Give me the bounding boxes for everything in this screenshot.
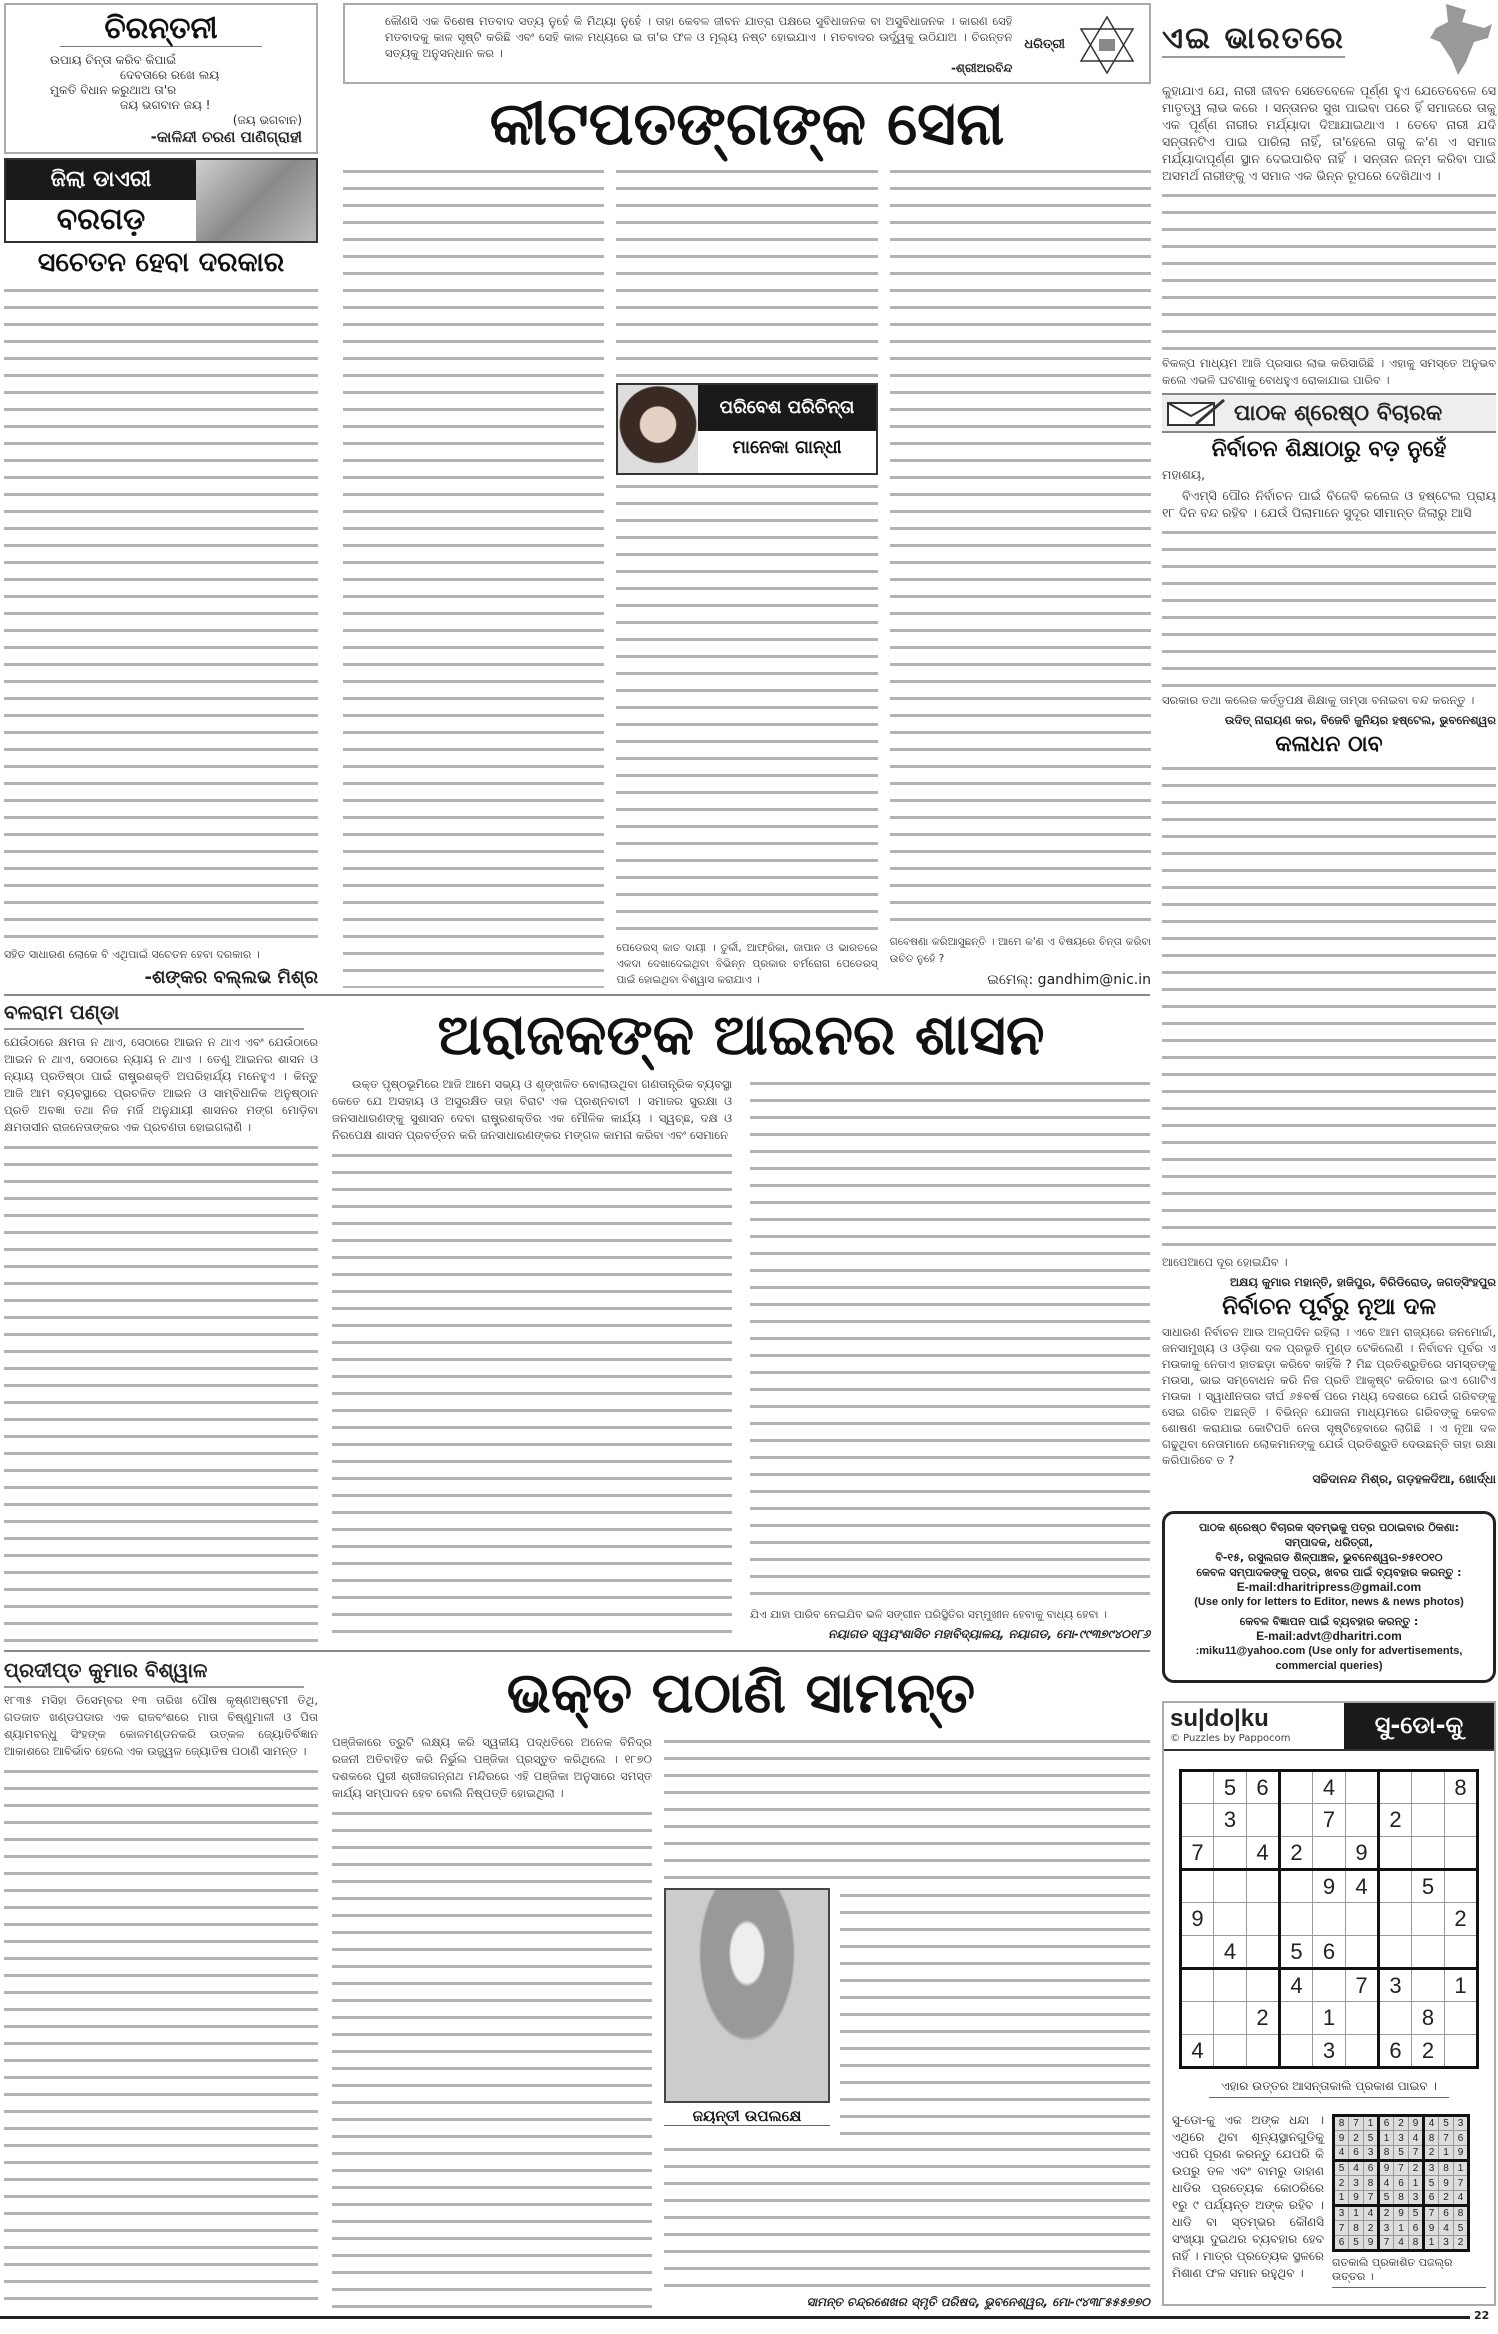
letter-1-salutation: ମହାଶୟ, xyxy=(1162,467,1206,482)
article2-closing: ଯିଏ ଯାହା ପାରିବ ନେଇଯିବ ଭଳି ସଙ୍ଗୀନ ପରିସ୍ଥିତିର ସମ୍ମୁଖୀନ ହେବାକୁ ବାଧ୍ୟ ହେବା । xyxy=(750,1608,1107,1621)
sudoku-cell[interactable] xyxy=(1379,2002,1412,2035)
solution-cell: 7 xyxy=(1439,2131,1454,2146)
lead-closing: ଗବେଷଣା କରିଆସୁଛନ୍ତି । ଆମେ କ'ଣ ଏ ବିଷୟରେ ଚିନ୍ତା କରିବା ଉଚିତ ନୁହେଁ ? xyxy=(889,936,1151,965)
solution-cell: 7 xyxy=(1349,2116,1364,2131)
quote-text: କୌଣସି ଏକ ବିଶେଷ ମତବାଦ ସତ୍ୟ ନୁହେଁ କି ମିଥ୍ୟା ନୁହେଁ । ତାହା କେବଳ ଜୀବନ ଯାତ୍ରା ପକ୍ଷରେ ସୁବିଧାଜନକ ବା ଅସୁବିଧାଜନକ । କାରଣ ସେହି ମତବାଦକୁ କାଳ ସୃଷ୍ଟି କରିଛି ଏବଂ ସେହି କାଳ ମଧ୍ୟରେ ଇ ତା'ର ଫଳ ଓ ମୂଲ୍ୟ ନଷ୍ଟ ହୋଇଯାଏ । ମତବାଦର ଊର୍ଦ୍ଧ୍ୱକୁ ଉଠିଯାଅ । ଚିରନ୍ତନ ସତ୍ୟକୁ ଅନୁସନ୍ଧାନ କର । xyxy=(385,14,1013,60)
sudoku-cell[interactable] xyxy=(1346,2035,1379,2068)
sudoku-cell[interactable]: 1 xyxy=(1445,1969,1478,2002)
district-article-closing: ସହିତ ସାଧାରଣ ଲୋକେ ବି ଏଥିପାଇଁ ସଚେତନ ହେବା ଦରକାର । xyxy=(4,948,260,961)
article3-section xyxy=(4,1658,1150,2310)
article3-author: ପ୍ରଦୀପ୍ତ କୁମାର ବିଶ୍ୱାଳ xyxy=(4,1658,304,1688)
letter-1-closing: ସରକାର ତଥା କଲେଜ କର୍ତ୍ତୃପକ୍ଷ ଶିକ୍ଷାକୁ ତାମ୍‌ସା ବନାଇବା ବନ୍ଦ କରନ୍ତୁ । xyxy=(1162,693,1475,707)
editor-email-link[interactable]: E-mail:dharitripress@gmail.com xyxy=(1236,1580,1422,1594)
sudoku-cell[interactable] xyxy=(1445,1804,1478,1837)
sudoku-cell[interactable] xyxy=(1280,2035,1313,2068)
article3-col-1 xyxy=(4,1764,318,2310)
solution-cell: 1 xyxy=(1349,2206,1364,2221)
solution-cell: 5 xyxy=(1439,2116,1454,2131)
solution-cell: 7 xyxy=(1454,2176,1469,2191)
sudoku-cell[interactable] xyxy=(1445,2002,1478,2035)
sudoku-cell[interactable] xyxy=(1247,1804,1280,1837)
sudoku-cell[interactable] xyxy=(1214,1969,1247,2002)
solution-cell: 1 xyxy=(1439,2146,1454,2161)
sudoku-cell[interactable]: 2 xyxy=(1412,2035,1445,2068)
adv-email-2[interactable]: :miku11@yahoo.com (Use only for advertisements, commercial queries) xyxy=(1195,1645,1463,1672)
chirantani-source: (ଜୟ ଭଗବାନ) xyxy=(232,113,302,127)
india-masthead xyxy=(1162,0,1496,78)
solution-cell: 6 xyxy=(1349,2146,1364,2161)
sudoku-cell[interactable]: 4 xyxy=(1214,1936,1247,1969)
sudoku-cell[interactable]: 8 xyxy=(1412,2002,1445,2035)
solution-cell: 2 xyxy=(1334,2176,1349,2191)
sudoku-cell[interactable]: 4 xyxy=(1346,1870,1379,1903)
sudoku-cell[interactable]: 9 xyxy=(1313,1870,1346,1903)
letters-section-title: ପାଠକ ଶ୍ରେଷ୍ଠ ବିଚାରକ xyxy=(1234,400,1443,426)
sudoku-cell[interactable] xyxy=(1412,1969,1445,2002)
sudoku-cell[interactable] xyxy=(1445,1870,1478,1903)
sudoku-answer-note: ଏହାର ଉତ୍ତର ଆସନ୍ତାକାଲି ପ୍ରକାଶ ପାଇବ । xyxy=(1209,2079,1449,2098)
solution-cell: 7 xyxy=(1394,2161,1409,2176)
solution-cell: 7 xyxy=(1409,2146,1424,2161)
contact-line-1: ପାଠକ ଶ୍ରେଷ୍ଠ ବିଚାରକ ସ୍ତମ୍ଭକୁ ପତ୍ର ପଠାଇବାର ଠିକଣା: xyxy=(1198,1521,1460,1534)
solution-cell: 1 xyxy=(1364,2116,1379,2131)
quote-author: -ଶ୍ରୀଅରବିନ୍ଦ xyxy=(950,61,1013,75)
solution-cell: 2 xyxy=(1454,2236,1469,2251)
solution-cell: 4 xyxy=(1424,2116,1439,2131)
solution-cell: 3 xyxy=(1454,2116,1469,2131)
solution-cell: 2 xyxy=(1379,2206,1394,2221)
sudoku-grid[interactable] xyxy=(1179,1769,1479,2069)
sudoku-cell[interactable] xyxy=(1280,1804,1313,1837)
article3-col-3a xyxy=(664,1734,1150,1884)
solution-cell: 4 xyxy=(1439,2221,1454,2236)
sudoku-cell[interactable]: 4 xyxy=(1280,1969,1313,2002)
sudoku-cell[interactable] xyxy=(1346,2002,1379,2035)
solution-cell: 7 xyxy=(1364,2191,1379,2206)
solution-cell: 8 xyxy=(1454,2206,1469,2221)
sudoku-brand: su|do|ku xyxy=(1170,1705,1269,1732)
sudoku-instructions: ସୁ-ଡୋ-କୁ ଏକ ଅଙ୍କ ଧନ୍ଦା । ଏଥିରେ ଥିବା ଶୂନ୍ୟସ୍ଥାନଗୁଡିକୁ ଏପରି ପୂରଣ କରନ୍ତୁ ଯେପରି କି ଉପରୁ ତଳ ଏବଂ ବାମରୁ ଡାହାଣ ଧାଡିର ପ୍ରତ୍ୟେକ କୋଠରିରେ ୧ରୁ ୯ ପର୍ଯ୍ୟନ୍ତ ଅଙ୍କ ରହିବ । ଧାଡି ବା ସ୍ତମ୍ଭର କୌଣସି ସଂଖ୍ୟା ଦୁଇଥର ବ୍ୟବହାର ହେବ ନାହିଁ । ମାତ୍ର ପ୍ରତ୍ୟେକ ସ୍ଥଳରେ ମିଶାଣ ଫଳ ସମାନ ରହୁଥିବ । xyxy=(1172,2113,1324,2280)
sudoku-cell[interactable]: 9 xyxy=(1181,1903,1214,1936)
sudoku-cell[interactable]: 7 xyxy=(1313,1804,1346,1837)
sudoku-cell[interactable] xyxy=(1379,1870,1412,1903)
solution-cell: 6 xyxy=(1394,2176,1409,2191)
solution-cell: 4 xyxy=(1349,2161,1364,2176)
sudoku-cell[interactable]: 4 xyxy=(1247,1837,1280,1870)
lead-col-2 xyxy=(616,164,877,379)
solution-cell: 5 xyxy=(1394,2146,1409,2161)
article3-col-2 xyxy=(332,1806,652,2310)
sudoku-cell[interactable] xyxy=(1412,1936,1445,1969)
solution-cell: 2 xyxy=(1409,2161,1424,2176)
solution-cell: 1 xyxy=(1379,2131,1394,2146)
solution-cell: 8 xyxy=(1379,2146,1394,2161)
solution-cell: 5 xyxy=(1424,2176,1439,2191)
section-divider-2 xyxy=(4,1650,1150,1652)
solution-cell: 3 xyxy=(1424,2161,1439,2176)
sudoku-cell[interactable] xyxy=(1247,1903,1280,1936)
solution-cell: 9 xyxy=(1409,2116,1424,2131)
solution-cell: 4 xyxy=(1409,2131,1424,2146)
chirantani-box xyxy=(4,3,318,154)
columnist-photo xyxy=(618,385,698,473)
solution-cell: 8 xyxy=(1349,2221,1364,2236)
pathani-samanta-portrait xyxy=(664,1888,830,2103)
letter-2-author: ଅକ୍ଷୟ କୁମାର ମହାନ୍ତି, ହାଜିପୁର, ବିରିଡିରୋଡ୍, ଜଗତ୍‌ସିଂହପୁର xyxy=(1229,1275,1496,1289)
sudoku-cell[interactable] xyxy=(1445,1837,1478,1870)
letter-3-headline: ନିର୍ବାଚନ ପୂର୍ବରୁ ନୂଆ ଦଳ xyxy=(1222,1294,1436,1320)
letter-3-body: ସାଧାରଣ ନିର୍ବାଚନ ଆଉ ଅଳ୍ପଦିନ ରହିଲା । ଏବେ ଆମ ରାଜ୍ୟରେ ଜନମୋର୍ଚ୍ଚା, ଜନସାମୁଖ୍ୟ ଓ ଓଡ଼ିଶା ଦଳ ପ୍ରଭୃତି ମୁଣ୍ଡ ଟେକିଲେଣି । ନିର୍ବାଚନ ପୂର୍ବର ଏ ମଉକାକୁ ନେତାଏ ହାତଛଡ଼ା କରିବେ କାହିଁକି ? ମିଛ ପ୍ରତିଶ୍ରୁତିରେ ସମସ୍ତଙ୍କୁ ମଉସା, ଭାଇ ସମ୍ବୋଧନ କରି ନିଜ ପ୍ରତି ଆକୃଷ୍ଟ କରିବାର ଇଏ ଗୋଟିଏ ମଉକା । ସ୍ୱାଧୀନତାର ଦୀର୍ଘ ୬୫ବର୍ଷ ପରେ ମଧ୍ୟ ଦେଶରେ ଯେଉଁ ଗରିବଙ୍କୁ ସେଇ ଗରିବ ଅଛନ୍ତି । ବିଭିନ୍ନ ଯୋଜନା ମାଧ୍ୟମରେ ଗରିବଙ୍କୁ କେବଳ ଶୋଷଣ କରାଯାଇ କୋଟିପତି ନେତା ସୃଷ୍ଟିହେବାରେ ଲାଗିଛି । ଏ ନୂଆ ଦଳ ଗଢୁଥିବା ନେତାମାନେ ଲୋକମାନଙ୍କୁ ଯେଉଁ ପ୍ରତିଶ୍ରୁତି ଦେଉଛନ୍ତି ତାହା ରକ୍ଷା କରିପାରିବେ ତ ? xyxy=(1162,1325,1496,1467)
solution-cell: 3 xyxy=(1379,2221,1394,2236)
sudoku-cell[interactable] xyxy=(1181,1771,1214,1804)
solution-cell: 1 xyxy=(1394,2221,1409,2236)
sudoku-cell[interactable] xyxy=(1214,2002,1247,2035)
sudoku-cell[interactable]: 3 xyxy=(1214,1804,1247,1837)
sudoku-cell[interactable] xyxy=(1313,1969,1346,2002)
letter-3-author: ସଚ୍ଚିଦାନନ୍ଦ ମିଶ୍ର, ଗଡ଼ହଳଦିଆ, ଖୋର୍ଦ୍ଧା xyxy=(1312,1472,1496,1486)
sudoku-cell[interactable]: 1 xyxy=(1313,2002,1346,2035)
sudoku-cell[interactable]: 9 xyxy=(1346,1837,1379,1870)
sudoku-cell[interactable] xyxy=(1346,1771,1379,1804)
lead-email: ଇମେଲ୍: gandhim@nic.in xyxy=(987,972,1151,988)
sudoku-cell[interactable] xyxy=(1346,1804,1379,1837)
letter-1-body: ବିଏମ୍‌ସି ପୌର ନିର୍ବାଚନ ପାଇଁ ବିଜେବି କଲେଜ ଓ ହଷ୍ଟେଲ ପ୍ରାୟ ୧୮ ଦିନ ବନ୍ଦ ରହିବ । ଯେଉଁ ପିଲାମାନେ ସୁଦୂର ସୀମାନ୍ତ ଜିଲାରୁ ଆସି xyxy=(1162,488,1496,520)
solution-cell: 9 xyxy=(1379,2161,1394,2176)
letters-section-header xyxy=(1162,393,1496,433)
chirantani-verse-3: ମୁକତି ବିଧାନ କରୁଥାଅ ତା'ର xyxy=(50,83,177,97)
adv-email-link[interactable]: E-mail:advt@dharitri.com xyxy=(1256,1629,1402,1643)
sudoku-cell[interactable] xyxy=(1379,1936,1412,1969)
solution-cell: 4 xyxy=(1394,2236,1409,2251)
district-article-author: -ଶଙ୍କର ବଲ୍ଲଭ ମିଶ୍ର xyxy=(144,967,318,988)
letter-2-body xyxy=(1162,761,1496,1250)
sudoku-cell[interactable]: 2 xyxy=(1280,1837,1313,1870)
solution-cell: 4 xyxy=(1379,2176,1394,2191)
portrait-caption: ଜୟନ୍ତୀ ଉପଲକ୍ଷେ xyxy=(664,2107,830,2126)
district-name: ବରଗଡ଼ xyxy=(56,202,146,237)
sudoku-cell[interactable] xyxy=(1214,2035,1247,2068)
sudoku-cell[interactable] xyxy=(1247,1870,1280,1903)
solution-cell: 1 xyxy=(1409,2176,1424,2191)
solution-cell: 2 xyxy=(1364,2221,1379,2236)
right-column xyxy=(1162,0,1496,2306)
solution-cell: 7 xyxy=(1334,2221,1349,2236)
solution-cell: 2 xyxy=(1439,2191,1454,2206)
solution-cell: 1 xyxy=(1334,2191,1349,2206)
chirantani-verse-4: ଜୟ ଭଗବାନ ଜୟ ! xyxy=(120,98,211,112)
sudoku-cell[interactable] xyxy=(1280,1771,1313,1804)
sudoku-cell[interactable] xyxy=(1280,2002,1313,2035)
article3-col-3c xyxy=(664,2142,1150,2292)
article2-section xyxy=(4,1000,1150,1642)
solution-cell: 1 xyxy=(1424,2236,1439,2251)
sudoku-cell[interactable]: 2 xyxy=(1247,2002,1280,2035)
solution-cell: 6 xyxy=(1454,2131,1469,2146)
solution-cell: 8 xyxy=(1424,2131,1439,2146)
solution-cell: 9 xyxy=(1454,2146,1469,2161)
sudoku-cell[interactable]: 2 xyxy=(1379,1804,1412,1837)
india-article-lead: କୁହାଯାଏ ଯେ, ନାରୀ ଜୀବନ ସେତେବେଳେ ପୂର୍ଣ୍ଣ ହୁଏ ଯେତେବେଳେ ସେ ମାତୃତ୍ୱ ଲାଭ କରେ । ସନ୍ତାନର ସୁଖ ପାଇବା ପରେ ହିଁ ସମାଜରେ ତାକୁ ଏକ ପୂର୍ଣ୍ଣ ନାରୀର ମର୍ଯ୍ୟାଦା ଦିଆଯାଇଥାଏ । ତେବେ ନାରୀ ଯଦି ସନ୍ତାନଟିଏ ପାଇ ପାରିଲା ନାହିଁ, ତା'ହେଲେ ତାକୁ କ'ଣ ଏ ସମାଜ ମର୍ଯ୍ୟାଦାପୂର୍ଣ୍ଣ ସ୍ଥାନ ଦେଇପାରିବ ନାହିଁ । ସନ୍ତାନ ଜନ୍ମ କରିବା ପାଇଁ ଅସମର୍ଥ ନାରୀଙ୍କୁ ଏ ସମାଜ ଏକ ଭିନ୍ନ ରୂପରେ ଦେଖିଥାଏ । xyxy=(1162,83,1496,183)
district-photo xyxy=(196,160,316,241)
lead-col-1 xyxy=(343,164,604,988)
sudoku-cell[interactable]: 7 xyxy=(1346,1969,1379,2002)
article2-body2: ଉକ୍ତ ପୃଷ୍ଠଭୂମିରେ ଆଜି ଆମେ ସଭ୍ୟ ଓ ଶୃଙ୍ଖଳିତ ବୋଲାଉଥିବା ଗଣତାନ୍ତ୍ରିକ ବ୍ୟବସ୍ଥା କେତେ ଯେ ଅସହାୟ ଓ ଅସୁରକ୍ଷିତ ତାହା ବିରାଟ ଏକ ପ୍ରଶ୍ନବାଚୀ । ସମାଜର ସୁରକ୍ଷା ଓ ଜନସାଧାରଣଙ୍କୁ ସୁଶାସନ ଦେବା ରାଷ୍ଟ୍ରଶକ୍ତିର ଏକ ମୌଳିକ କାର୍ଯ୍ୟ । ସ୍ୱଚ୍ଛ, ଦକ୍ଷ ଓ ନିରପେକ୍ଷ ଶାସନ ପ୍ରବର୍ତ୍ତନ କରି ଜନସାଧାରଣଙ୍କର ମଙ୍ଗଳ କାମନା କରିବା ଏବଂ ସେମାନେ xyxy=(332,1077,732,1142)
article3-body2: ପଞ୍ଜିକାରେ ତ୍ରୁଟି ଲକ୍ଷ୍ୟ କରି ସ୍ୱକୀୟ ପଦ୍ଧତିରେ ଅନେକ ବିନିଦ୍ର ରଜନୀ ଅତିବାହିତ କରି ନିର୍ଭୁଲ ପଞ୍ଜିକା ପ୍ରସ୍ତୁତ କରିଥିଲେ । ୧୮୭୦ ଦଶକରେ ପୁରୀ ଶ୍ରୀଜଗନ୍ନାଥ ମନ୍ଦିରରେ ଏହି ପଞ୍ଜିକା ଅନୁସାରେ ସମସ୍ତ କାର୍ଯ୍ୟ ସମ୍ପାଦନ ହେବ ବୋଲି ନିଷ୍ପତ୍ତି ହୋଇଥିଲା । xyxy=(332,1735,652,1800)
solution-cell: 4 xyxy=(1334,2146,1349,2161)
star-emblem-icon xyxy=(1077,15,1137,75)
article2-col-1 xyxy=(4,1140,318,1642)
sudoku-cell[interactable]: 3 xyxy=(1313,2035,1346,2068)
sudoku-cell[interactable] xyxy=(1214,1903,1247,1936)
article2-col-2 xyxy=(332,1148,732,1642)
solution-cell: 5 xyxy=(1409,2206,1424,2221)
sudoku-cell[interactable]: 4 xyxy=(1181,2035,1214,2068)
article2-headline: ଅରାଜକଙ୍କ ଆଇନର ଶାସନ xyxy=(437,1003,1045,1068)
sudoku-credit: © Puzzles by Pappocom xyxy=(1170,1733,1291,1744)
sudoku-cell[interactable]: 6 xyxy=(1247,1771,1280,1804)
solution-cell: 8 xyxy=(1439,2161,1454,2176)
sudoku-cell[interactable] xyxy=(1346,1903,1379,1936)
solution-cell: 4 xyxy=(1454,2191,1469,2206)
sudoku-cell[interactable] xyxy=(1280,1870,1313,1903)
solution-cell: 5 xyxy=(1349,2236,1364,2251)
sudoku-title: ସୁ-ଡୋ-କୁ xyxy=(1344,1703,1494,1749)
lead-col-3 xyxy=(890,164,1151,930)
article2-col-3 xyxy=(750,1076,1150,1602)
district-article-body xyxy=(4,283,318,942)
solution-cell: 7 xyxy=(1379,2236,1394,2251)
sudoku-cell[interactable] xyxy=(1379,1837,1412,1870)
india-masthead-title: ଏଇ ଭାରତରେ xyxy=(1162,20,1345,56)
solution-cell: 6 xyxy=(1424,2191,1439,2206)
envelope-pen-icon xyxy=(1166,398,1226,428)
solution-cell: 3 xyxy=(1364,2146,1379,2161)
solution-cell: 5 xyxy=(1454,2221,1469,2236)
sudoku-cell[interactable] xyxy=(1214,1870,1247,1903)
sudoku-cell[interactable]: 5 xyxy=(1412,1870,1445,1903)
contact-line-2: ସମ୍ପାଦକ, ଧରିତ୍ରୀ, xyxy=(1284,1536,1374,1549)
sudoku-cell[interactable] xyxy=(1181,1870,1214,1903)
letter-1-author: ଉଦିତ୍ ନାରାୟଣ କର, ବିଜେବି ଜୁନିୟର ହଷ୍ଟେଲ, ଭୁବନେଶ୍ୱର xyxy=(1224,713,1496,727)
sudoku-cell[interactable]: 8 xyxy=(1445,1771,1478,1804)
sudoku-cell[interactable] xyxy=(1280,1903,1313,1936)
contact-line-4: କେବଳ ସମ୍ପାଦକଙ୍କୁ ପତ୍ର, ଖବର ପାଇଁ ବ୍ୟବହାର କରନ୍ତୁ : xyxy=(1196,1566,1462,1579)
solution-cell: 1 xyxy=(1454,2161,1469,2176)
sudoku-cell[interactable] xyxy=(1181,1936,1214,1969)
solution-cell: 3 xyxy=(1439,2236,1454,2251)
solution-cell: 5 xyxy=(1334,2161,1349,2176)
solution-cell: 3 xyxy=(1349,2176,1364,2191)
solution-cell: 7 xyxy=(1424,2206,1439,2221)
district-headline: ସଚେତନ ହେବା ଦରକାର xyxy=(37,247,285,278)
sudoku-solution-caption: ଗତକାଲି ପ୍ରକାଶିତ ପଜଲ୍‌ର ଉତ୍ତର । xyxy=(1332,2256,1486,2288)
sudoku-cell[interactable] xyxy=(1313,1837,1346,1870)
columnist-box xyxy=(616,383,877,475)
solution-cell: 9 xyxy=(1394,2206,1409,2221)
solution-cell: 6 xyxy=(1334,2236,1349,2251)
letter-1-more xyxy=(1162,525,1496,688)
page-number: 22 xyxy=(1474,2309,1490,2322)
district-diary-label: ଜିଲା ଡାଏରୀ xyxy=(6,160,196,200)
solution-cell: 8 xyxy=(1334,2116,1349,2131)
article2-author: ବଳରାମ ପଣ୍ଡା xyxy=(4,1000,304,1030)
sudoku-cell[interactable]: 5 xyxy=(1214,1771,1247,1804)
letter-1-headline: ନିର୍ବାଚନ ଶିକ୍ଷାଠାରୁ ବଡ଼ ନୁହେଁ xyxy=(1211,437,1447,462)
sudoku-solution-grid xyxy=(1332,2114,1470,2252)
left-column xyxy=(4,3,318,988)
solution-cell: 2 xyxy=(1424,2146,1439,2161)
solution-cell: 9 xyxy=(1334,2131,1349,2146)
solution-cell: 6 xyxy=(1364,2161,1379,2176)
lead-section xyxy=(343,3,1151,988)
sudoku-cell[interactable]: 4 xyxy=(1313,1771,1346,1804)
solution-cell: 8 xyxy=(1364,2176,1379,2191)
sudoku-cell[interactable] xyxy=(1181,1969,1214,2002)
india-map-icon xyxy=(1426,2,1496,77)
section-divider xyxy=(4,994,1150,996)
lead-snippet: ପେଡେରସ୍ କାତ ଦାୟୀ । ତୁର୍କୀ, ଆଫ୍ରିକା, ଜାପାନ ଓ ଭାରତରେ ଏକଦା ଦେଖାଦେଇଥିବା ବିଭିନ୍ନ ପ୍ରକାର ଚର୍ମରୋଗ ପେଡେରସ୍ ପାଇଁ ହୋଇଥିବା ବିଶ୍ୱାସ କରାଯାଏ । xyxy=(616,942,878,986)
solution-cell: 5 xyxy=(1379,2191,1394,2206)
column-title: ପରିବେଶ ପରିଚିନ୍ତା xyxy=(698,385,875,431)
article3-affiliation: ସାମନ୍ତ ଚନ୍ଦ୍ରଶେଖର ସ୍ମୃତି ପରିଷଦ, ଭୁବନେଶ୍ୱର, ମୋ-୯୪୩୮୫୫୫୭୭୦ xyxy=(806,2295,1150,2309)
sudoku-solution-block xyxy=(1332,2114,1486,2288)
district-diary-banner xyxy=(4,158,318,243)
sudoku-cell[interactable] xyxy=(1181,2002,1214,2035)
contact-line-3: ବି-୧୫, ରସୁଲଗଡ ଶିଳ୍ପାଞ୍ଚଳ, ଭୁବନେଶ୍ୱର-୭୫୧୦୧୦ xyxy=(1215,1551,1443,1564)
sudoku-cell[interactable] xyxy=(1247,2035,1280,2068)
sudoku-cell[interactable]: 2 xyxy=(1445,1903,1478,1936)
sudoku-cell[interactable]: 7 xyxy=(1181,1837,1214,1870)
sudoku-cell[interactable] xyxy=(1412,1771,1445,1804)
sudoku-cell[interactable] xyxy=(1379,1771,1412,1804)
solution-cell: 4 xyxy=(1364,2206,1379,2221)
chirantani-author: -କାଳିନ୍ଦୀ ଚରଣ ପାଣିଗ୍ରାହୀ xyxy=(150,128,302,146)
article3-col-3b xyxy=(840,1888,1150,2138)
sudoku-cell[interactable] xyxy=(1412,1837,1445,1870)
page-footer-rule xyxy=(0,2316,1470,2319)
solution-cell: 2 xyxy=(1394,2116,1409,2131)
letter-2-closing: ଆପେଆପେ ଦୂର ହୋଇଯିବ । xyxy=(1162,1255,1288,1269)
lead-col-2b xyxy=(616,479,877,936)
contact-box xyxy=(1162,1511,1496,1683)
solution-cell: 6 xyxy=(1409,2221,1424,2236)
sudoku-cell[interactable] xyxy=(1412,1903,1445,1936)
article2-body: ଯେଉଁଠାରେ କ୍ଷମତା ନ ଥାଏ, ସେଠାରେ ଆଇନ ନ ଥାଏ ଏବଂ ଯେଉଁଠାରେ ଆଇନ ନ ଥାଏ, ସେଠାରେ ନ୍ୟାୟ ନ ଥାଏ । ତେଣୁ ଆଇନର ଶାସନ ଓ ନ୍ୟାୟ ପ୍ରତିଷ୍ଠା ପାଇଁ ରାଷ୍ଟ୍ରଶକ୍ତି ଅପରିହାର୍ଯ୍ୟ ମନେହୁଏ । କିନ୍ତୁ ଆଜି ଆମ ବ୍ୟବସ୍ଥାରେ ପ୍ରଚଳିତ ଆଇନ ଓ ସାମ୍ବିଧାନିକ ଅନୁଷ୍ଠାନ ପ୍ରତି ଅବଜ୍ଞା ତଥା ନିଜ ମର୍ଜି ଅନୁଯାୟୀ ଶାସନର ମଙ୍ଗ ମୋଡ଼ିବା କ୍ଷମତାସୀନ ରାଜନେତାଙ୍କର ଏକ ପ୍ରବଣତା ହୋଇଗଲାଣି । xyxy=(4,1035,318,1134)
sudoku-cell[interactable]: 6 xyxy=(1313,1936,1346,1969)
sudoku-cell[interactable]: 3 xyxy=(1379,1969,1412,2002)
solution-cell: 5 xyxy=(1364,2131,1379,2146)
solution-cell: 9 xyxy=(1349,2191,1364,2206)
sudoku-cell[interactable] xyxy=(1247,1969,1280,2002)
quote-box xyxy=(343,3,1151,84)
solution-cell: 6 xyxy=(1379,2116,1394,2131)
solution-cell: 9 xyxy=(1439,2176,1454,2191)
sudoku-cell[interactable]: 6 xyxy=(1379,2035,1412,2068)
sudoku-panel xyxy=(1162,1701,1496,2306)
solution-cell: 8 xyxy=(1394,2191,1409,2206)
sudoku-cell[interactable] xyxy=(1181,1804,1214,1837)
solution-cell: 9 xyxy=(1364,2236,1379,2251)
solution-cell: 3 xyxy=(1394,2131,1409,2146)
adv-label: କେବଳ ବିଜ୍ଞାପନ ପାଇଁ ବ୍ୟବହାର କରନ୍ତୁ : xyxy=(1239,1615,1419,1628)
sudoku-cell[interactable] xyxy=(1445,1936,1478,1969)
chirantani-title: ଚିରନ୍ତନୀ xyxy=(60,11,262,47)
solution-cell: 8 xyxy=(1409,2236,1424,2251)
article2-affiliation: ନୟାଗଡ ସ୍ୱୟଂଶାସିତ ମହାବିଦ୍ୟାଳୟ, ନୟାଗଡ, ମୋ-୯୯୩୭୯୪୦୧୮୬ xyxy=(828,1627,1150,1641)
lead-headline: କୀଟପତଙ୍ଗଙ୍କ ସେନା xyxy=(489,89,1005,159)
solution-cell: 3 xyxy=(1409,2191,1424,2206)
chirantani-verse-1: ଉପାୟ ଚିନ୍ତା କରିବ କିପାଇଁ xyxy=(50,53,177,67)
sudoku-cell[interactable] xyxy=(1346,1936,1379,1969)
dharitri-logo: ଧରିତ୍ରୀ xyxy=(1024,37,1065,52)
solution-cell: 2 xyxy=(1349,2131,1364,2146)
solution-cell: 9 xyxy=(1424,2221,1439,2236)
solution-cell: 6 xyxy=(1439,2206,1454,2221)
chirantani-verse-2: ଦେବତାରେ ରଖେ ଲୟ xyxy=(120,68,220,82)
editor-email-note: (Use only for letters to Editor, news & news photos) xyxy=(1194,1596,1464,1608)
india-article-body xyxy=(1162,188,1496,351)
solution-cell: 3 xyxy=(1334,2206,1349,2221)
sudoku-cell[interactable] xyxy=(1379,1903,1412,1936)
sudoku-cell[interactable] xyxy=(1247,1936,1280,1969)
article3-body: ୧୮୩୫ ମସିହା ଡିସେମ୍ବର ୧୩ ତାରିଖ ପୌଷ କୃଷ୍ଣଅଷ୍ଟମୀ ତିଥି, ଗଡଜାତ ଖଣ୍ଡପଡାର ଏକ ରାଜବଂଶରେ ମାତା ବିଷ୍ଣୁମାଳୀ ଓ ପିତା ଶ୍ୟାମବନ୍ଧୁ ସିଂହଙ୍କ କୋଳମଣ୍ଡନକରି ଉତ୍କଳ ଜ୍ୟୋତିର୍ବିଜ୍ଞାନ ଆକାଶରେ ଆବିର୍ଭାବ ହେଲେ ଏକ ଉଜ୍ଜ୍ୱଳ ଜ୍ୟୋତିଷ ପଠାଣି ସାମନ୍ତ । xyxy=(4,1693,318,1758)
sudoku-cell[interactable] xyxy=(1445,2035,1478,2068)
sudoku-cell[interactable] xyxy=(1412,1804,1445,1837)
sudoku-cell[interactable] xyxy=(1214,1837,1247,1870)
letter-2-headline: କଳାଧନ ଠାବ xyxy=(1275,732,1383,757)
sudoku-cell[interactable]: 5 xyxy=(1280,1936,1313,1969)
india-article-closing: ବିକଳ୍ପ ମାଧ୍ୟମ ଆଜି ପ୍ରସାର ଲାଭ କରିସାରିଛି । ଏହାକୁ ସମସ୍ତେ ଅନୁଭବ କଲେ ଏଭଳି ଘଟଣାକୁ ବୋଧହୁଏ ରୋକାଯାଇ ପାରିବ । xyxy=(1162,356,1496,387)
sudoku-cell[interactable] xyxy=(1313,1903,1346,1936)
columnist-name: ମାନେକା ଗାନ୍ଧୀ xyxy=(732,437,842,458)
article3-headline: ଭକ୍ତ ପଠାଣି ସାମନ୍ତ xyxy=(506,1661,976,1726)
